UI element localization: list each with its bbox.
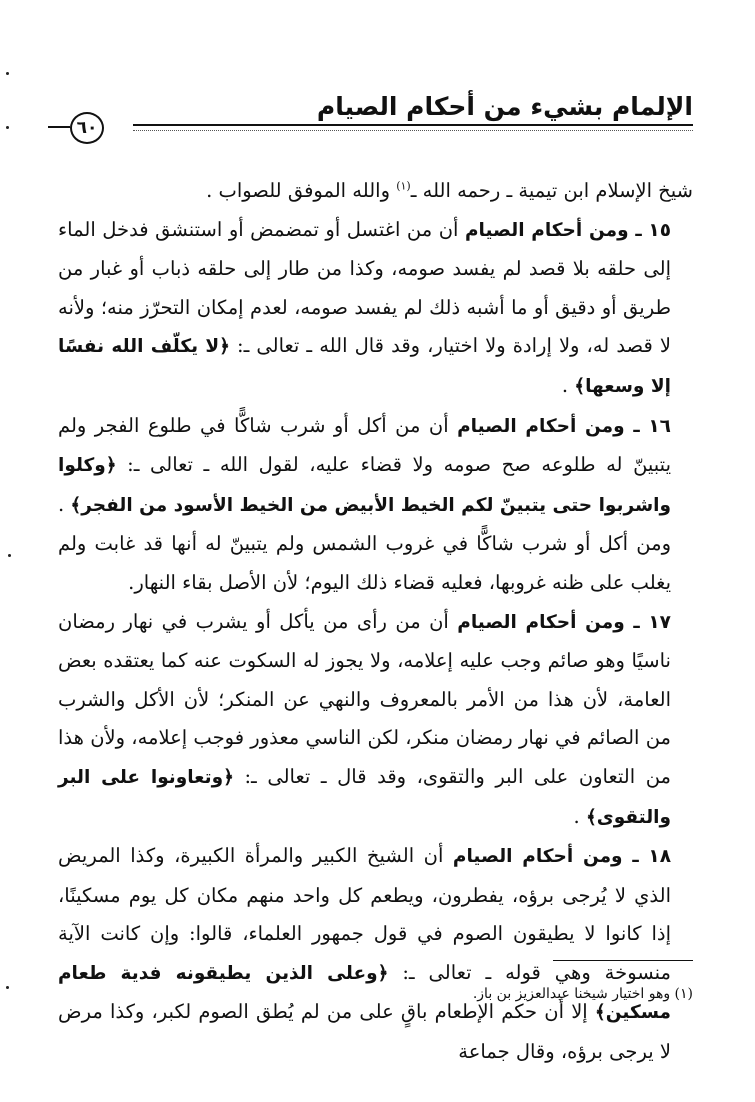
paragraph-number: ١٨ ـ [622,846,671,868]
paragraph-lead: ومن أحكام الصيام [457,611,625,633]
running-header [58,92,693,140]
footnote-text: وهو اختيار شيخنا عبدالعزيز بن باز. [472,986,675,1002]
book-page [57,92,693,1064]
paragraph-text: أن من أكل أو شرب شاكًّا في طلوع الفجر ولم يتبينّ له طلوعه صح صومه ولا قضاء عليه، لقول الله ـ تعالى ـ: [58,413,671,477]
footnote-reference[interactable]: (١) [396,179,411,193]
footnote [58,984,693,1004]
footnote-number: (١) [674,986,693,1002]
paragraph-number: ١٦ ـ [624,415,671,437]
page-number-line [48,126,70,128]
scan-mark [6,126,9,129]
header-rule [133,124,693,131]
paragraph-continuation [58,172,693,211]
scan-mark [6,986,9,989]
quran-verse: ﴿وكلوا واشربوا حتى يتبينّ لكم الخيط الأبيض من الخيط الأسود من الفجر﴾ [58,455,671,516]
scan-mark [8,554,11,557]
paragraph-lead: ومن أحكام الصيام [452,846,623,868]
body-text [58,172,693,1072]
paragraph-number: ١٥ ـ [628,219,671,241]
quran-verse: ﴿وعلى الذين يطيقونه فدية طعام مسكين﴾ [58,962,671,1024]
paragraph-text: شيخ الإسلام ابن تيمية ـ رحمه الله ـ [410,179,693,202]
quran-verse: ﴿وتعاونوا على البر والتقوى﴾ [58,766,671,828]
paragraph-lead: ومن أحكام الصيام [457,415,625,437]
paragraph-17 [58,603,693,838]
paragraph-text: . [573,804,586,828]
paragraph-text: أن من اغتسل أو تمضمض أو استنشق فدخل الماء إلى حلقه بلا قصد لم يفسد صومه، وكذا من طار إلى حلقه ذباب أو غبار من طريق أو دقيق أو ما أشبه ذلك لم يفسد صومه، لعدم إمكان التحرّز منه؛ ولأنه لا قصد له، ولا إرادة ولا اختيار، وقد قال الله ـ تعالى ـ: [58,217,671,358]
paragraph-text: . [561,373,575,397]
paragraph-lead: ومن أحكام الصيام [464,219,629,241]
paragraph-text: إلا أن حكم الإطعام باقٍ على من لم يُطق الصوم لكبر، وكذا مرض لا يرجى برؤه، وقال جماعة [58,1000,671,1064]
paragraph-15 [58,211,693,407]
scan-mark [6,72,9,75]
paragraph-18 [58,837,693,1072]
book-title: الإلمام بشيء من أحكام الصيام [316,92,693,121]
quran-verse: ﴿لا يكلّف الله نفسًا إلا وسعها﴾ [58,336,671,397]
paragraph-text: والله الموفق للصواب . [206,179,397,202]
paragraph-text: . ومن أكل أو شرب شاكًّا في غروب الشمس ولم يتبينّ له أنها قد غابت ولم يغلب على ظنه غروبها، فعليه قضاء ذلك اليوم؛ لأن الأصل بقاء النهار. [57,492,671,594]
page-number: ٦٠ [70,112,104,144]
paragraph-text: أن من رأى من يأكل أو يشرب في نهار رمضان ناسيًا وهو صائم وجب عليه إعلامه، ولا يجوز له السكوت عنه كما يعتقده بعض العامة، لأن هذا من الأمر بالمعروف والنهي عن المنكر؛ لأن الأكل والشرب من الصائم في نهار رمضان منكر، لكن الناسي معذور فوجب إعلامه، ولأن هذا من التعاون على البر والتقوى، وقد قال ـ تعالى ـ: [58,609,671,788]
footnote-divider [553,960,693,961]
paragraph-16 [58,407,693,603]
paragraph-text: أن الشيخ الكبير والمرأة الكبيرة، وكذا المريض الذي لا يُرجى برؤه، يفطرون، ويطعم كل واحد منهم مكان كل يوم مسكينًا، إذا كانوا لا يطيقون الصوم في قول جمهور العلماء، قالوا: وإن كانت الآية منسوخة وهي قوله ـ تعالى ـ: [58,844,671,984]
paragraph-number: ١٧ ـ [624,611,671,633]
